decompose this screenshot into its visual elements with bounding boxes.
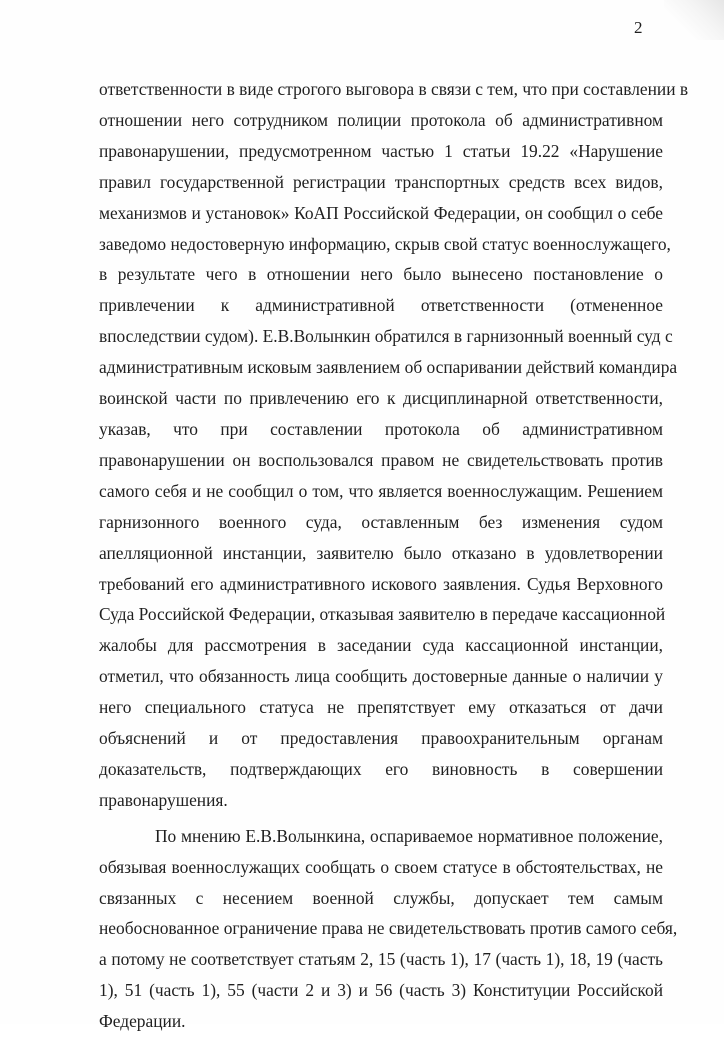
page-number: 2 — [634, 18, 643, 37]
text-line: объяснений и от предоставления правоохранительным органам — [99, 728, 663, 749]
text-line: апелляционной инстанции, заявителю было отказано в удовлетворении — [99, 542, 663, 563]
text-line: необоснованное ограничение права не свидетельствовать против самого себя, — [99, 918, 678, 939]
text-line: Суда Российской Федерации, отказывая заявителю в передаче кассационной — [99, 604, 666, 625]
text-line: жалобы для рассмотрения в заседании суда кассационной инстанции, — [99, 635, 663, 656]
text-line: По мнению Е.В.Волынкина, оспариваемое нормативное положение, — [155, 825, 663, 846]
text-line: правил государственной регистрации транспортных средств всех видов, — [99, 171, 663, 192]
text-line: правонарушения. — [99, 789, 228, 810]
text-line: механизмов и установок» КоАП Российской Федерации, он сообщил о себе — [99, 202, 663, 223]
text-line: административным исковым заявлением об оспаривании действий командира — [99, 357, 678, 378]
text-line: привлечении к административной ответственности (отмененное — [99, 295, 663, 316]
text-line: 1), 51 (часть 1), 55 (части 2 и 3) и 56 (часть 3) Конституции Российской — [99, 980, 663, 1001]
text-line: требований его административного искового заявления. Судья Верховного — [99, 573, 663, 594]
text-line: правонарушении он воспользовался правом не свидетельствовать против — [99, 449, 663, 470]
text-line: гарнизонного военного суда, оставленным без изменения судом — [99, 511, 663, 532]
text-line: впоследствии судом). Е.В.Волынкин обратился в гарнизонный военный суд с — [99, 326, 673, 347]
text-line: заведомо недостоверную информацию, скрыв свой статус военнослужащего, — [99, 233, 671, 254]
text-line: самого себя и не сообщил о том, что является военнослужащим. Решением — [99, 480, 663, 501]
text-line: указав, что при составлении протокола об административном — [99, 418, 663, 439]
text-line: доказательств, подтверждающих его виновность в совершении — [99, 758, 663, 779]
paragraph-1 — [99, 74, 689, 816]
text-line: обязывая военнослужащих сообщать о своем статусе в обстоятельствах, не — [99, 856, 663, 877]
page-corner-shadow — [664, 0, 724, 40]
text-line: в результате чего в отношении него было вынесено постановление о — [99, 264, 663, 285]
text-line: связанных с несением военной службы, допускает тем самым — [99, 887, 663, 908]
text-line: отметил, что обязанность лица сообщить достоверные данные о наличии у — [99, 666, 663, 687]
text-line: правонарушении, предусмотренном частью 1 статьи 19.22 «Нарушение — [99, 140, 663, 161]
text-line: ответственности в виде строгого выговора в связи с тем, что при составлении в — [99, 79, 689, 99]
paragraph-2 — [99, 821, 678, 1037]
text-line: а потому не соответствует статьям 2, 15 (часть 1), 17 (часть 1), 18, 19 (часть — [99, 949, 663, 970]
text-line: воинской части по привлечению его к дисциплинарной ответственности, — [99, 388, 663, 409]
document-body — [99, 74, 689, 1037]
text-line: Федерации. — [99, 1011, 186, 1032]
text-line: него специального статуса не препятствует ему отказаться от дачи — [99, 697, 663, 718]
text-line: отношении него сотрудником полиции протокола об административном — [99, 109, 663, 130]
